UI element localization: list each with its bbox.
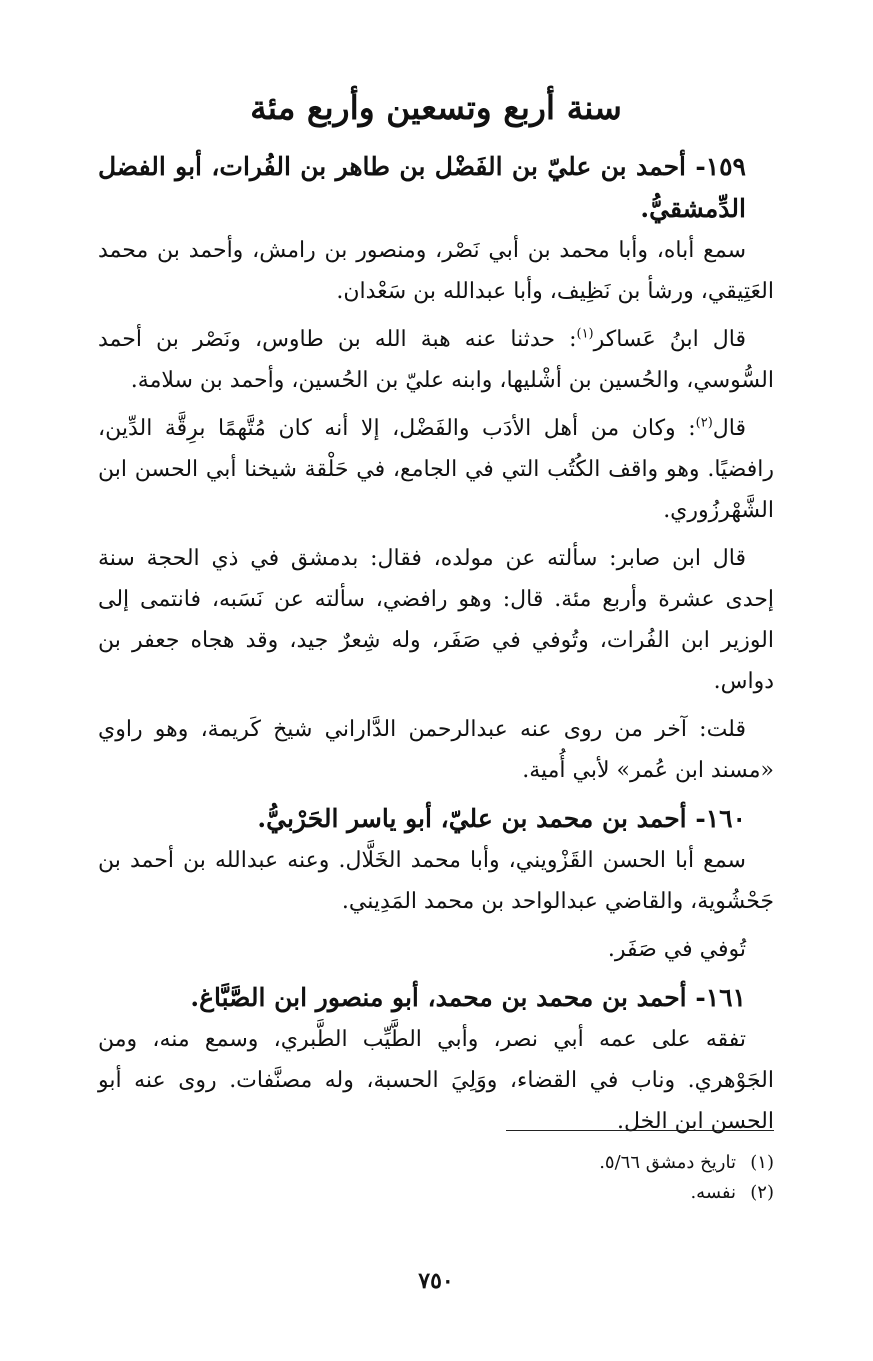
book-page [98, 70, 774, 1340]
entry-heading: ١٦١- أحمد بن محمد بن محمد، أبو منصور ابن الصَّبَّاغ. [190, 983, 746, 1012]
footnote-number: (٢) [750, 1182, 774, 1203]
entry-heading: ١٥٩- أحمد بن عليّ بن الفَضْل بن طاهر بن الفُرات، أبو الفضل الدِّمشقيُّ. [98, 152, 746, 223]
entry-paragraph: سمع أبا الحسن القَزْويني، وأبا محمد الخَلَّال. وعنه عبدالله بن أحمد بن جَحْشُوية، والقاضي عبدالواحد بن محمد المَدِيني. [98, 848, 774, 914]
quote-sep: : [675, 416, 696, 441]
entry-paragraph [98, 408, 774, 531]
footnote-number: (١) [750, 1152, 774, 1173]
footnote-text: تاريخ دمشق ٥/٦٦. [599, 1152, 736, 1173]
quote-lead: قال [712, 416, 746, 441]
entry-paragraph: سمع أباه، وأبا محمد بن أبي نَصْر، ومنصور بن رامش، وأحمد بن محمد العَتِيقي، ورشأ بن نَظِيف، وأبا عبدالله بن سَعْدان. [98, 238, 774, 304]
entry-159 [98, 146, 774, 791]
entry-paragraph: قلت: آخر من روى عنه عبدالرحمن الدَّاراني شيخ كَريمة، وهو راوي «مسند ابن عُمر» لأبي أُمية. [98, 717, 774, 783]
footnotes [98, 1148, 774, 1208]
page-number: ٧٥٠ [418, 1268, 454, 1294]
footnote-ref: (٢) [695, 415, 713, 431]
footnote-divider [506, 1130, 774, 1131]
footnote [98, 1178, 774, 1208]
entry-160 [98, 798, 774, 970]
footnote-text: نفسه. [690, 1182, 736, 1203]
entry-paragraph: تُوفي في صَفَر. [607, 937, 746, 962]
footnote-ref: (١) [576, 326, 594, 342]
quote-body: وكان من أهل الأدَب والفَضْل، إلا أنه كان مُتَّهمًا برِقَّة الدِّين، رافضيًا. وهو واقف الكُتُب التي في الجامع، في حَلْقة شيخنا أبي الحسن ابن الشَّهْرزُوري. [98, 416, 774, 523]
entry-heading: ١٦٠- أحمد بن محمد بن عليّ، أبو ياسر الحَرْبيُّ. [257, 804, 746, 833]
quote-lead: قال ابنُ عَساكر [593, 327, 746, 352]
quote-body: حدثنا عنه هبة الله بن طاوس، ونَصْر بن أحمد السُّوسي، والحُسين بن أشْليها، وابنه عليّ بن الحُسين، وأحمد بن سلامة. [98, 327, 774, 393]
entry-paragraph: قال ابن صابر: سألته عن مولده، فقال: بدمشق في ذي الحجة سنة إحدى عشرة وأربع مئة. قال: وهو رافضي، سألته عن نَسَبه، فانتمى إلى الوزير ابن الفُرات، وتُوفي في صَفَر، وله شِعرٌ جيد، وقد هجاه جعفر بن دواس. [98, 546, 774, 694]
entry-161 [98, 977, 774, 1142]
section-title: سنة أربع وتسعين وأربع مئة [250, 88, 622, 127]
entry-paragraph: تفقه على عمه أبي نصر، وأبي الطَّيِّب الطَّبري، وسمع منه، ومن الجَوْهري. وناب في القضاء، ووَلِيَ الحسبة، وله مصنَّفات. روى عنه أبو الحسن ابن الخل. [98, 1027, 774, 1134]
quote-sep: : [555, 327, 577, 352]
footnote [98, 1148, 774, 1178]
entry-paragraph [98, 319, 774, 401]
